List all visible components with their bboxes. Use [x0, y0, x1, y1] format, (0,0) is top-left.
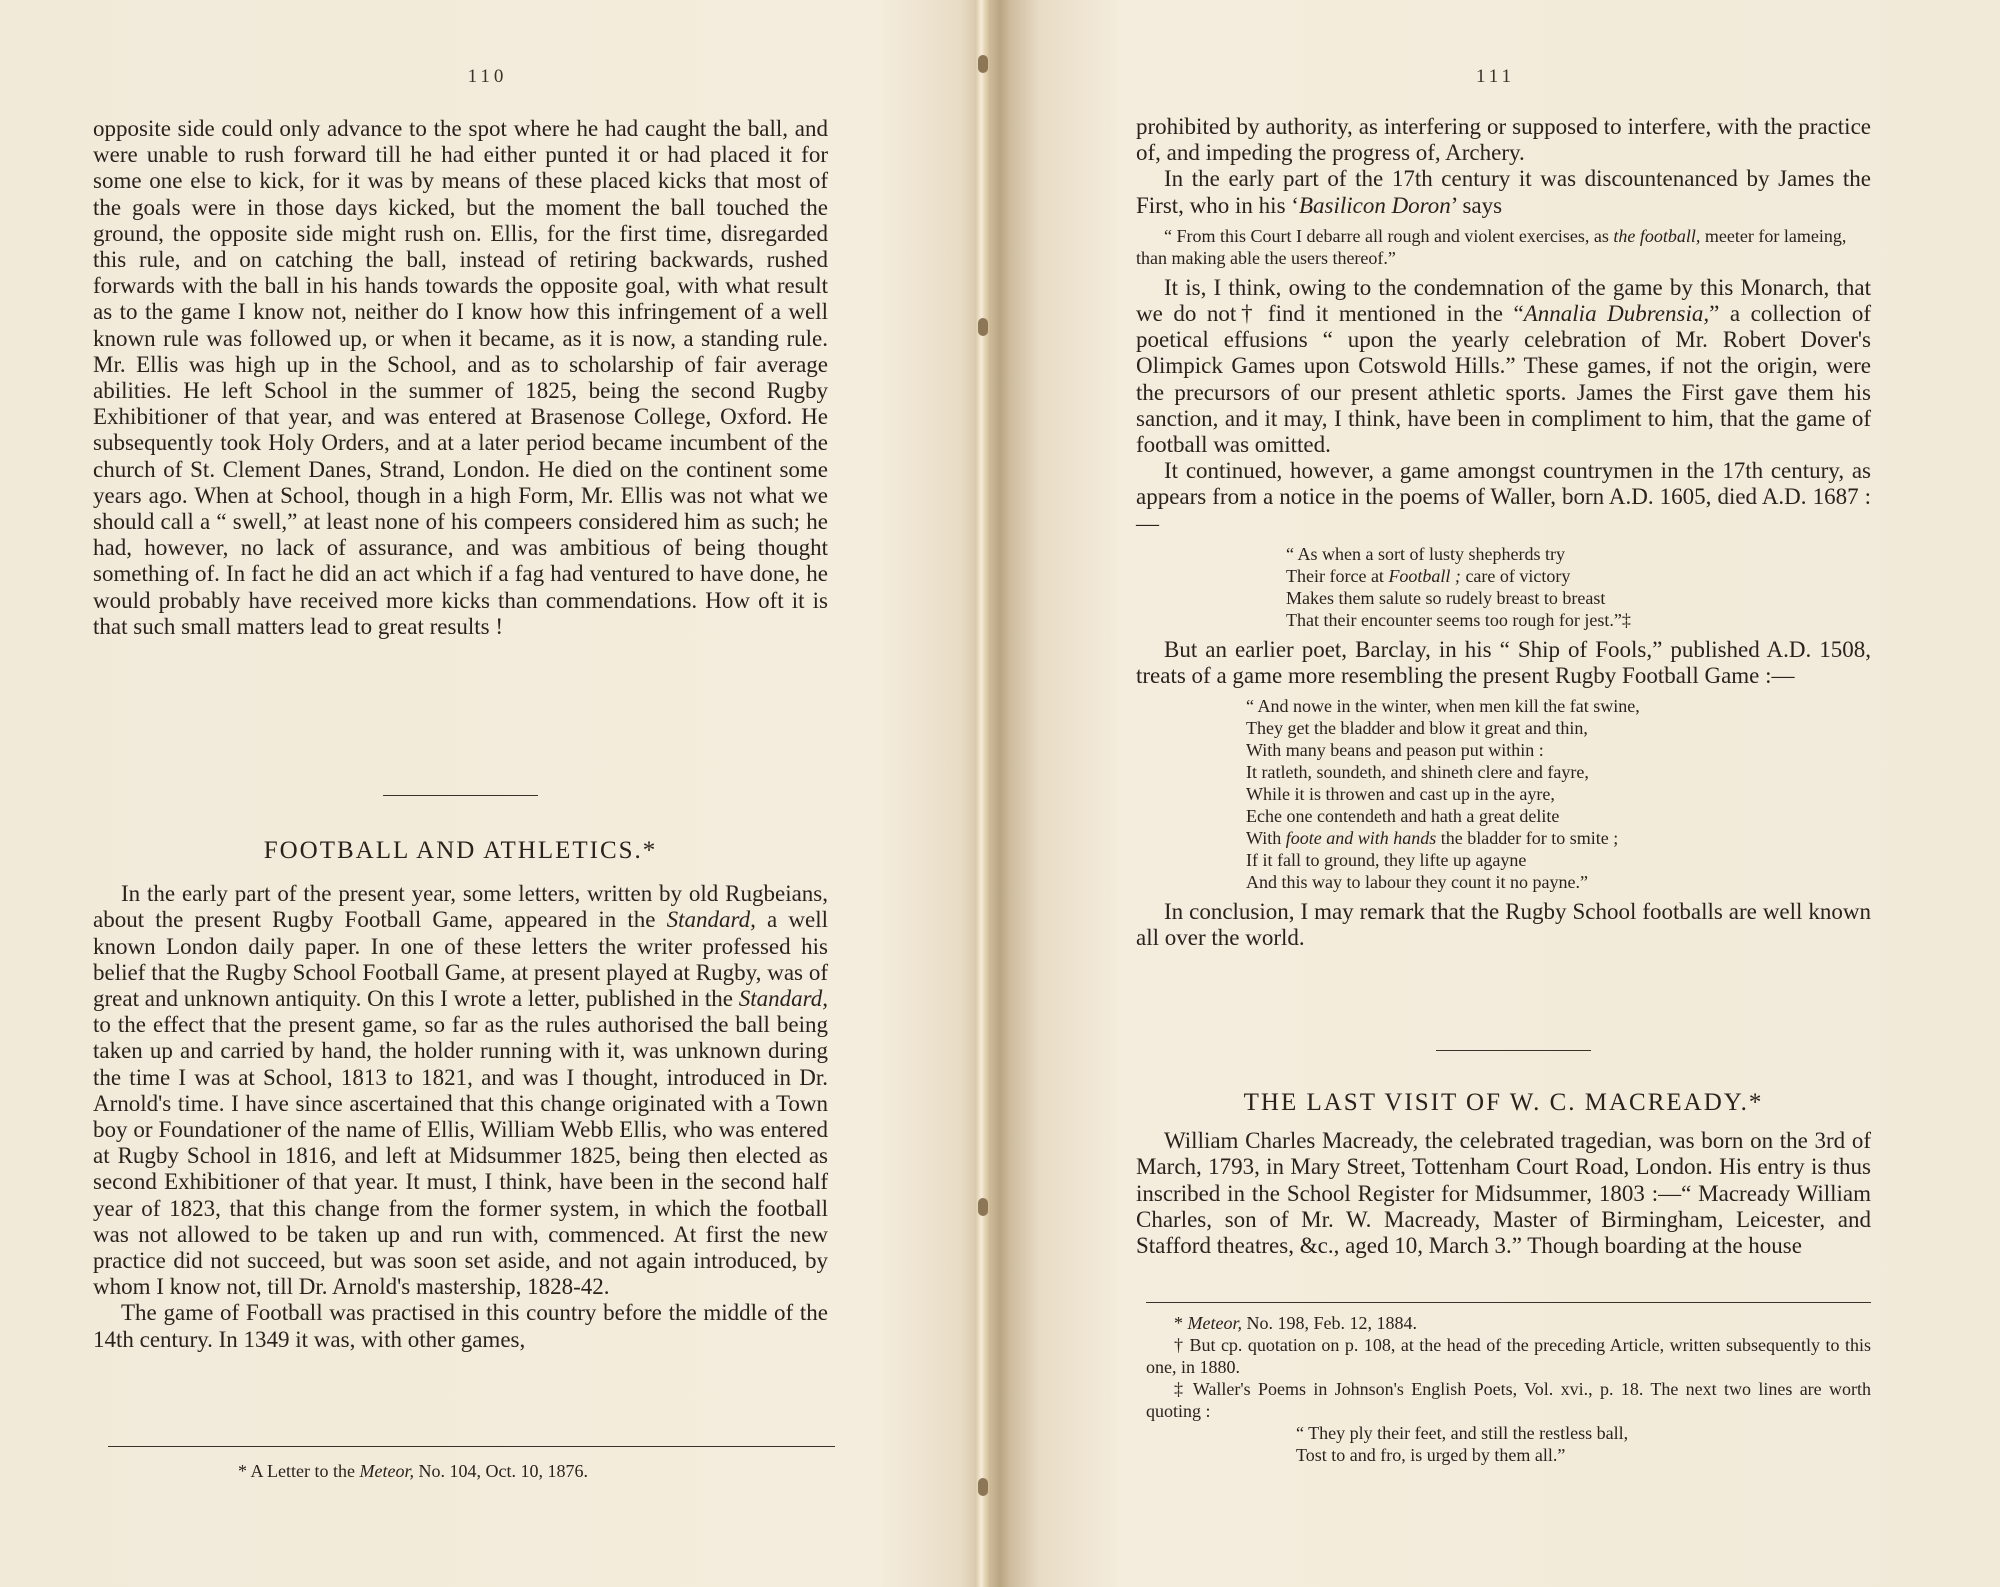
text: *	[1174, 1313, 1183, 1333]
left-page	[0, 0, 975, 1587]
right-text-column	[1136, 114, 1871, 952]
verse-line	[1286, 565, 1871, 587]
text: Their force at	[1286, 565, 1384, 586]
text: care of victory	[1465, 565, 1571, 586]
waller-verse	[1286, 543, 1871, 631]
footnote: ‡ Waller's Poems in Johnson's English Poets, Vol. xvi., p. 18. The next two lines are worth quoting :	[1146, 1379, 1871, 1421]
block-quote	[1136, 225, 1871, 269]
continued-paragraph: opposite side could only advance to the spot where he had caught the ball, and were unable to rush forward till he had either punted it or had placed it for some one else to kick, for it was by means of these placed kicks that most of the goals were in those days kicked, but the moment the ball touched the ground, the opposite side might rush on. Ellis, for the first time, disregarded this rule, and on catching the ball, instead of retiring backwards, rushed forwards with the ball in his hands towards the opposite goal, with what result as to the game I know not, neither do I know how this infringement of a well known rule was followed up, or when it became, as it is now, a standing rule. Mr. Ellis was high up in the School, and as to scholarship of fair average abilities. He left School in the summer of 1825, being the second Rugby Exhibitioner of that year, and was entered at Brasenose College, Oxford. He subsequently took Holy Orders, and at a later period became incumbent of the church of St. Clement Danes, Strand, London. He died on the continent some years ago. When at School, though in a high Form, Mr. Ellis was not what we should call a “ swell,” at least none of his compeers considered him as such; he had, however, no lack of assurance, and was ambitious of being thought something of. In fact he did an act which if a fag had ventured to have done, he would probably have received more kicks than commendations. How oft it is that such small matters lead to great results !	[93, 116, 828, 639]
right-page	[991, 0, 2000, 1587]
article-title: THE LAST VISIT OF W. C. MACREADY.*	[1243, 1089, 1764, 1116]
text: ” a collection of poetical effusions “ upon the yearly celebration of Mr. Robert Dover's Olimpick Games upon Cotswold Hills.” These games, if not the origin, were the precursors of our present athletic sports. James the First gave them his sanction, and it may, I think, have been in compliment to him, that the game of football was omitted.	[1136, 301, 1872, 458]
verse-line: With many beans and peason put within :	[1246, 740, 1544, 761]
text: With	[1246, 828, 1282, 849]
italic-text: foote and with hands	[1285, 828, 1437, 849]
italic-text: Standard,	[666, 907, 756, 933]
italic-text: Meteor,	[1187, 1313, 1242, 1333]
page-number: 110	[467, 66, 508, 87]
barclay-verse	[1246, 695, 1871, 893]
binding-stitch	[978, 318, 988, 336]
paragraph: It continued, however, a game amongst countrymen in the 17th century, as appears from a notice in the poems of Waller, born A.D. 1605, died A.D. 1687 :—	[1136, 458, 1871, 536]
text: meeter for lameing, than making able the users thereof.”	[1136, 225, 1847, 268]
paragraph	[1136, 275, 1871, 458]
verse-line: “ As when a sort of lusty shepherds try	[1286, 543, 1565, 564]
text: No. 104, Oct. 10, 1876.	[418, 1461, 588, 1481]
verse-line: If it fall to ground, they lifte up agayne	[1246, 850, 1527, 871]
italic-text: Meteor,	[359, 1461, 414, 1481]
text: In the early part of the 17th century it was discountenanced by James the First, who in his ‘	[1136, 166, 1871, 218]
book-gutter	[975, 0, 991, 1587]
footnote	[1146, 1312, 1871, 1334]
article-title: FOOTBALL AND ATHLETICS.*	[263, 837, 658, 864]
article-macready	[1136, 1090, 1871, 1259]
italic-text: the football,	[1613, 225, 1701, 246]
footnote: † But cp. quotation on p. 108, at the head of the preceding Article, written subsequently to this one, in 1880.	[1146, 1335, 1871, 1377]
verse-line: “ They ply their feet, and still the restless ball,	[1296, 1423, 1629, 1443]
text: * A Letter to the	[238, 1461, 355, 1481]
text: It is, I think, owing to the condemnation of the game by this Monarch, that we do not† find it mentioned in the “	[1136, 274, 1871, 327]
article-paragraph: William Charles Macready, the celebrated tragedian, was born on the 3rd of March, 1793, in Mary Street, Tottenham Court Road, London. His entry is thus inscribed in the School Register for Midsummer, 1803 :—“ Macready William Charles, son of Mr. W. Macready, Master of Birmingham, Leicester, and Stafford theatres, &c., aged 10, March 3.” Though boarding at the house	[1136, 1128, 1871, 1259]
paragraph: But an earlier poet, Barclay, in his “ Ship of Fools,” published A.D. 1508, treats of a game more resembling the present Rugby Football Game :—	[1136, 636, 1871, 689]
footnote	[238, 1460, 838, 1482]
text: the bladder for to smite ;	[1440, 828, 1619, 849]
verse-line: That their encounter seems too rough for jest.”‡	[1286, 609, 1631, 630]
footnote-rule	[108, 1446, 835, 1447]
verse-line: Makes them salute so rudely breast to breast	[1286, 587, 1606, 608]
verse-line: And this way to labour they count it no payne.”	[1246, 872, 1588, 893]
italic-text: Basilicon Doron	[1298, 192, 1451, 218]
article-paragraph	[93, 881, 828, 1300]
verse-line: “ And nowe in the winter, when men kill the fat swine,	[1246, 696, 1640, 717]
paragraph: prohibited by authority, as interfering or supposed to interfere, with the practice of, and impeding the progress of, Archery.	[1136, 114, 1871, 166]
paragraph	[1136, 166, 1871, 218]
verse-line: They get the bladder and blow it great and thin,	[1246, 718, 1588, 739]
text: “ From this Court I debarre all rough and violent exercises, as	[1164, 225, 1609, 246]
page-number: 111	[1475, 66, 1516, 87]
binding-stitch	[978, 55, 988, 73]
text: ’ says	[1450, 192, 1503, 218]
section-divider	[383, 795, 538, 796]
footnote-rule	[1146, 1302, 1871, 1303]
verse-line: Tost to and fro, is urged by them all.”	[1296, 1445, 1566, 1465]
article-football-and-athletics	[93, 838, 828, 1353]
verse-line: Eche one contendeth and hath a great delite	[1246, 806, 1560, 827]
article-paragraph: The game of Football was practised in this country before the middle of the 14th century. In 1349 it was, with other games,	[93, 1300, 828, 1352]
verse-line	[1246, 827, 1871, 849]
binding-stitch	[978, 1198, 988, 1216]
italic-text: Annalia Dubrensia,	[1523, 301, 1710, 327]
text: No. 198, Feb. 12, 1884.	[1246, 1313, 1417, 1333]
paragraph: In conclusion, I may remark that the Rugby School footballs are well known all over the world.	[1136, 899, 1871, 951]
verse-line: It ratleth, soundeth, and shineth clere and fayre,	[1246, 762, 1589, 783]
italic-text: Standard,	[738, 986, 829, 1012]
footnotes	[1146, 1312, 1871, 1466]
text: a well known London daily paper. In one of these letters the writer professed his belief that the Rugby School Football Game, at present played at Rugby, was of great and unknown antiquity. On this I wrote a letter, published in the	[93, 907, 829, 1012]
section-divider	[1436, 1050, 1591, 1051]
verse-line: While it is throwen and cast up in the ayre,	[1246, 784, 1555, 805]
text: In the early part of the present year, some letters, written by old Rugbeians, about the present Rugby Football Game, appeared in the	[93, 881, 828, 933]
binding-stitch	[978, 1478, 988, 1496]
left-text-column	[93, 116, 828, 640]
text: to the effect that the present game, so far as the rules authorised the ball being taken up and carried by hand, the holder running with it, was unknown during the time I was at School, 1813 to 1821, and was I thought, introduced in Dr. Arnold's time. I have since ascertained that this change originated with a Town boy or Foundationer of the name of Ellis, William Webb Ellis, who was entered at Rugby School in 1816, and left at Midsummer 1825, being then elected as second Exhibitioner of that year. It must, I think, have been in the second half year of 1823, that this change from the former system, in which the football was not allowed to be taken up and run with, commenced. At first the new practice did not succeed, but was soon set aside, and not again introduced, by whom I know not, till Dr. Arnold's mastership, 1828-42.	[93, 1012, 828, 1300]
italic-text: Football ;	[1388, 565, 1461, 586]
